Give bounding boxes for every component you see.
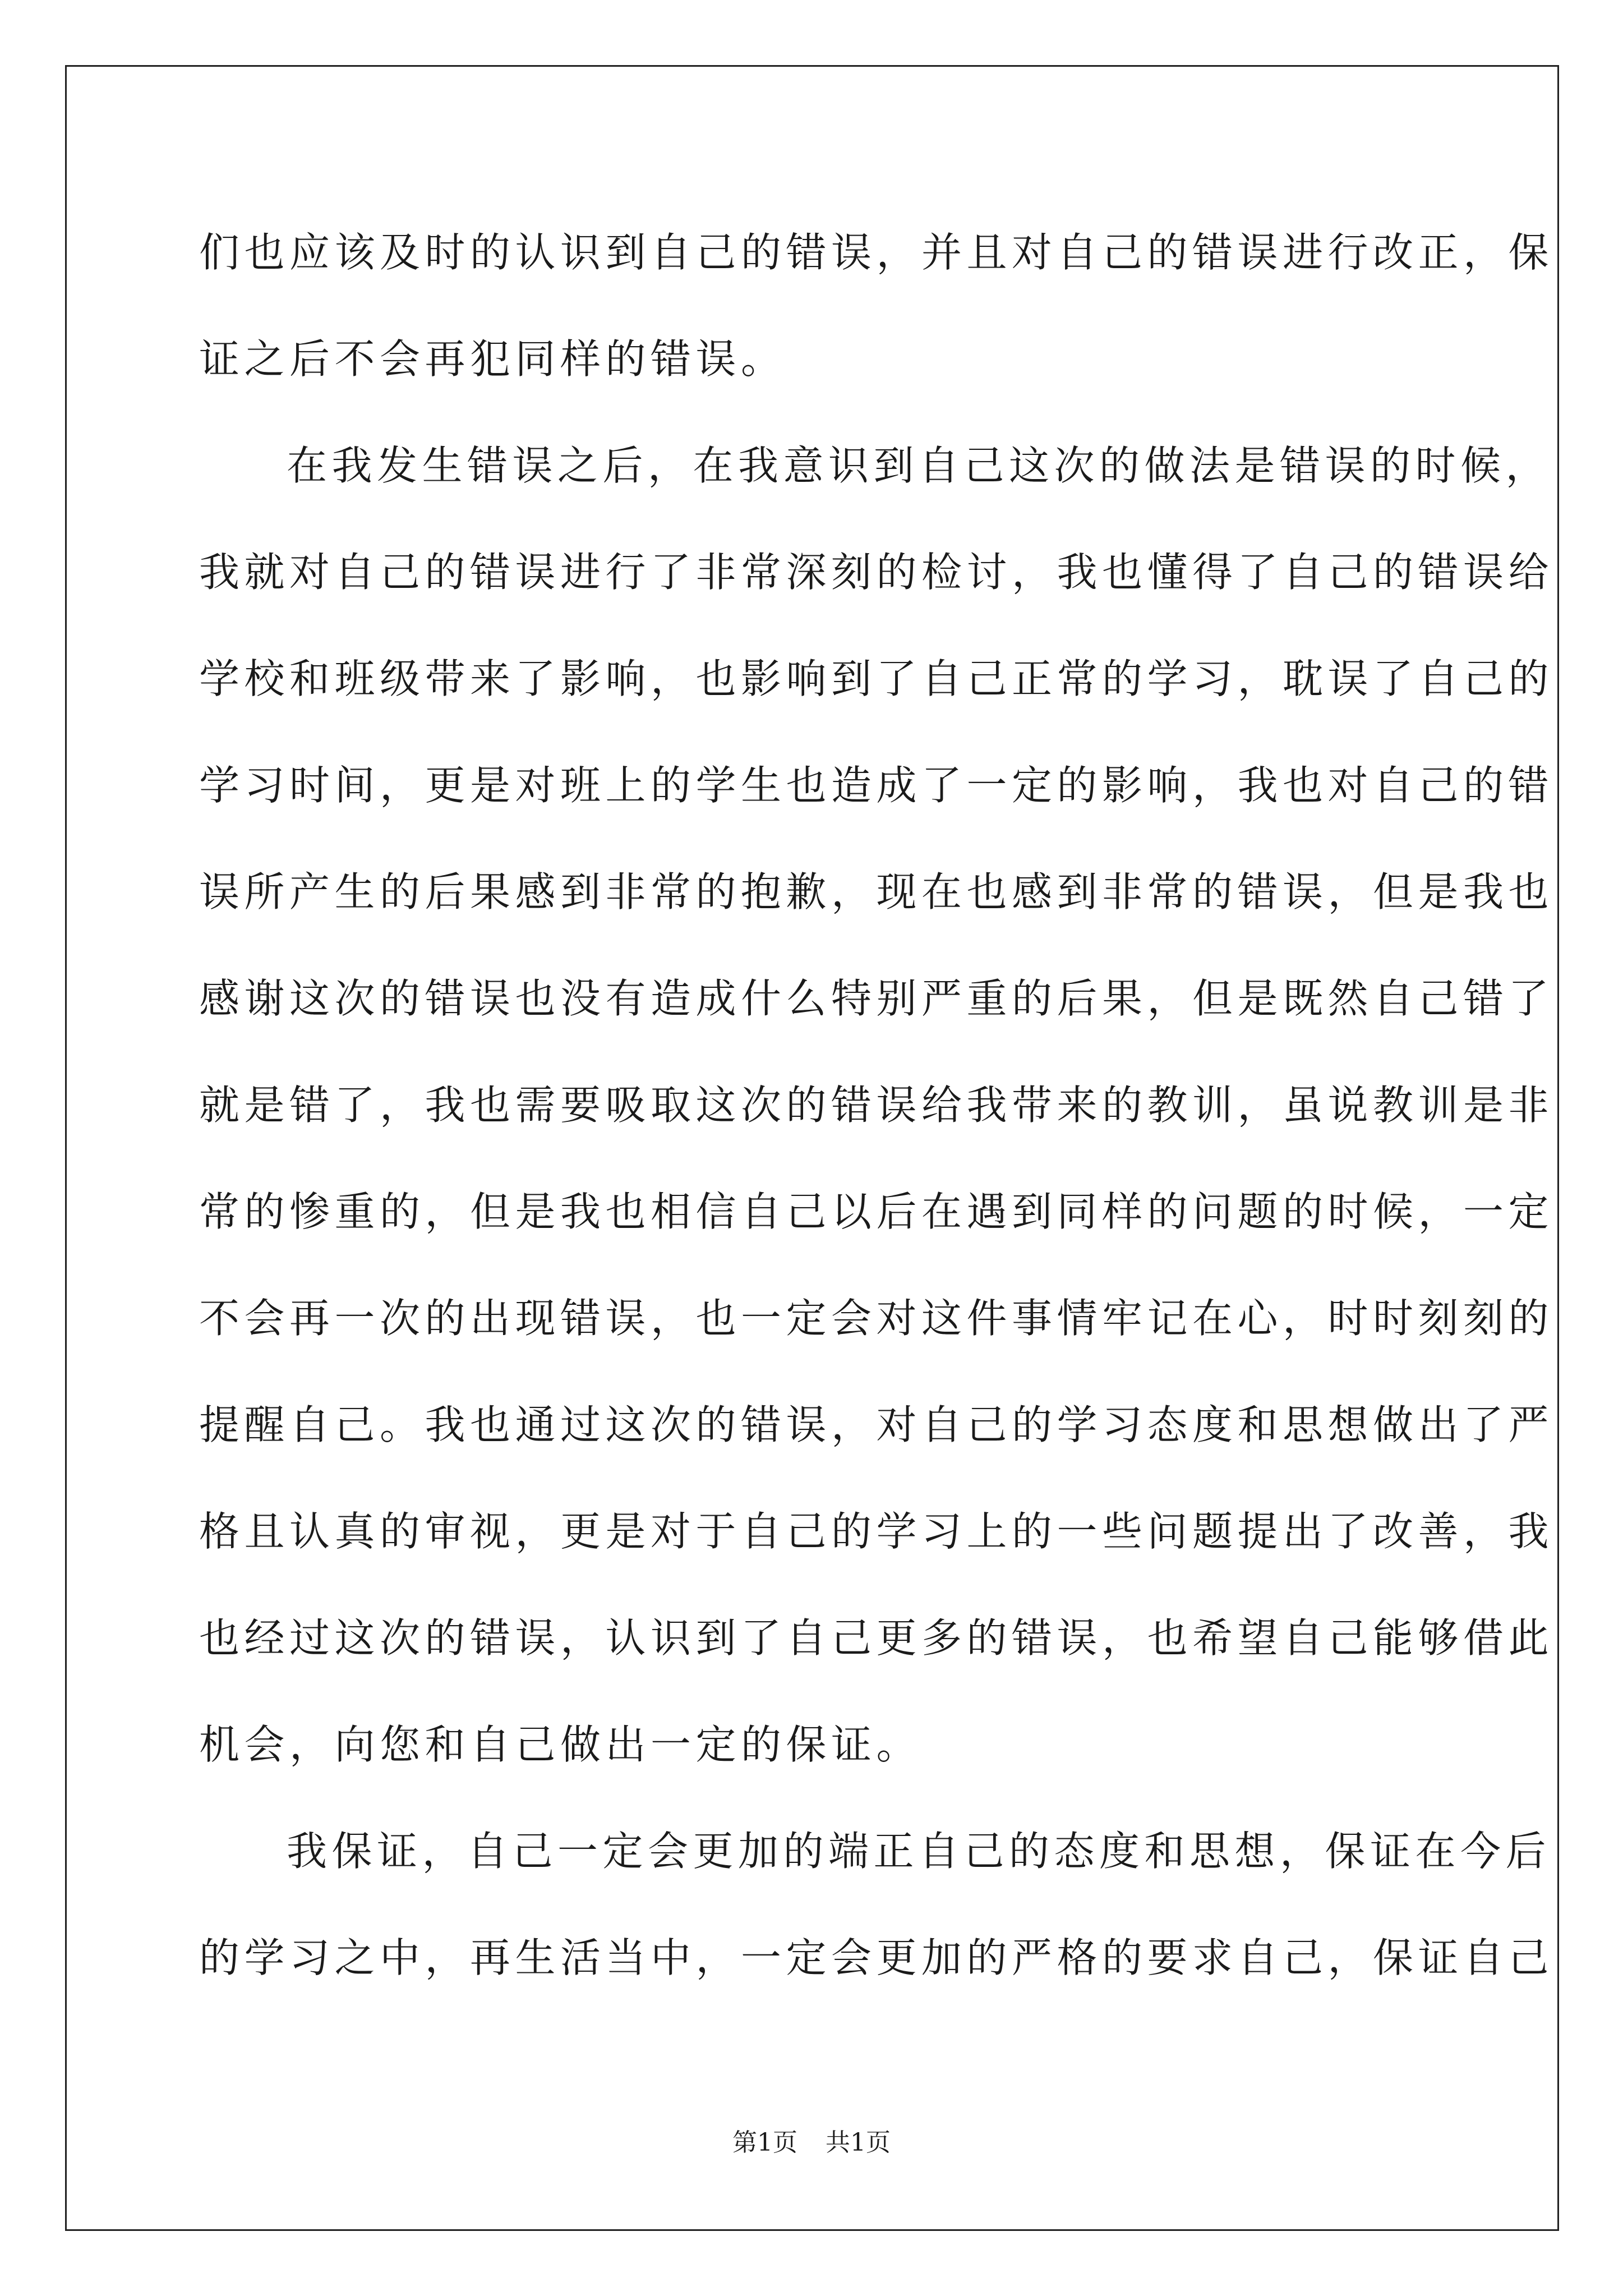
page-footer bbox=[0, 2126, 1623, 2160]
text-line: 的学习之中，再生活当中，一定会更加的严格的要求自己，保证自己 bbox=[199, 1934, 1554, 1981]
text-line: 我就对自己的错误进行了非常深刻的检讨，我也懂得了自己的错误给 bbox=[199, 549, 1554, 596]
text-line: 机会，向您和自己做出一定的保证。 bbox=[199, 1721, 922, 1768]
text-line: 常的惨重的，但是我也相信自己以后在遇到同样的问题的时候，一定 bbox=[199, 1188, 1554, 1235]
page-number-total: 共1页 bbox=[826, 2128, 891, 2157]
text-line: 学习时间，更是对班上的学生也造成了一定的影响，我也对自己的错 bbox=[199, 762, 1554, 809]
text-line: 提醒自己。我也通过这次的错误，对自己的学习态度和思想做出了严 bbox=[199, 1401, 1554, 1448]
text-line: 不会再一次的出现错误，也一定会对这件事情牢记在心，时时刻刻的 bbox=[199, 1295, 1554, 1342]
text-line: 学校和班级带来了影响，也影响到了自己正常的学习，耽误了自己的 bbox=[199, 655, 1554, 702]
text-line: 格且认真的审视，更是对于自己的学习上的一些问题提出了改善，我 bbox=[199, 1508, 1554, 1555]
text-line: 感谢这次的错误也没有造成什么特别严重的后果，但是既然自己错了 bbox=[199, 975, 1554, 1022]
text-line: 就是错了，我也需要吸取这次的错误给我带来的教训，虽说教训是非 bbox=[199, 1082, 1554, 1129]
page-number-current: 第1页 bbox=[732, 2128, 797, 2157]
paragraph-start-line: 在我发生错误之后，在我意识到自己这次的做法是错误的时候， bbox=[287, 442, 1551, 489]
document-body bbox=[199, 222, 1554, 2033]
text-line: 误所产生的后果感到非常的抱歉，现在也感到非常的错误，但是我也 bbox=[199, 868, 1554, 915]
text-line: 证之后不会再犯同样的错误。 bbox=[199, 335, 786, 383]
paragraph-start-line: 我保证，自己一定会更加的端正自己的态度和思想，保证在今后 bbox=[287, 1828, 1551, 1875]
text-line: 也经过这次的错误，认识到了自己更多的错误，也希望自己能够借此 bbox=[199, 1614, 1554, 1662]
text-line: 们也应该及时的认识到自己的错误，并且对自己的错误进行改正，保 bbox=[199, 229, 1554, 276]
